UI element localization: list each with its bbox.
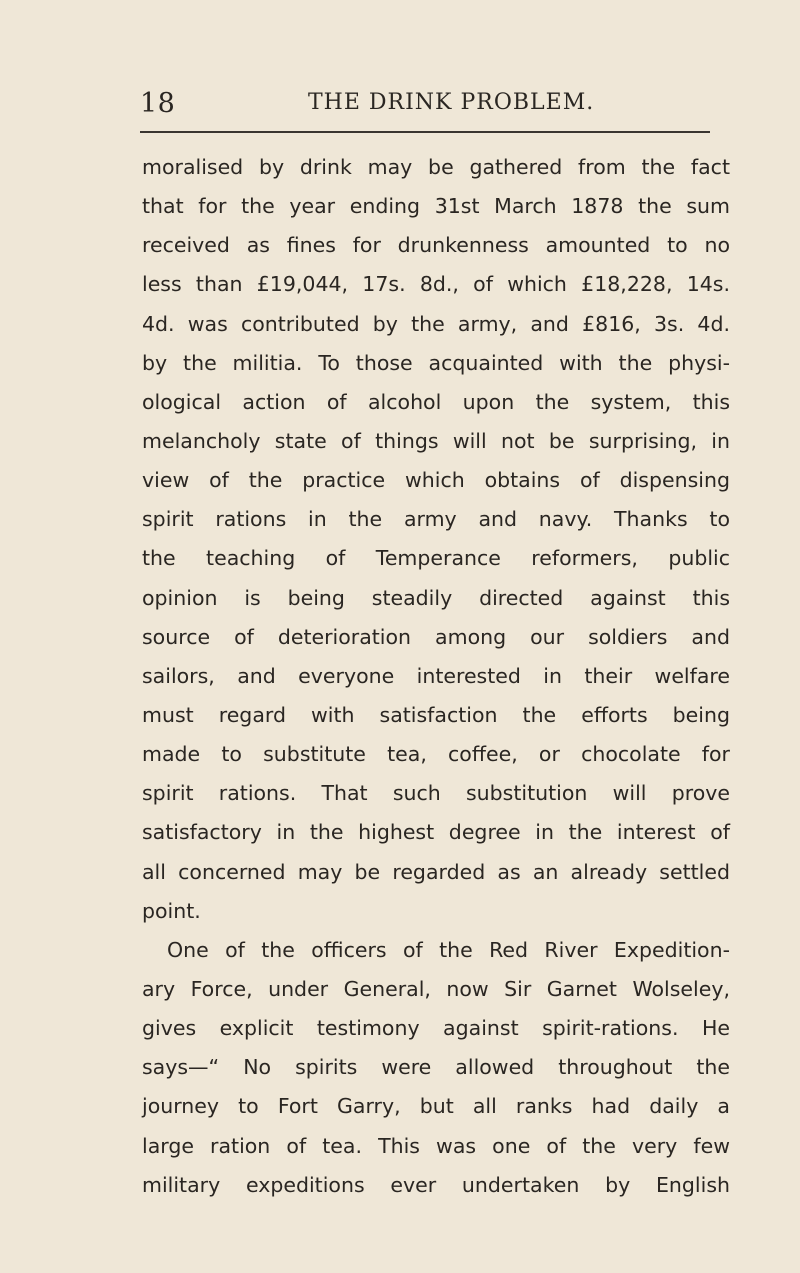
text-line: melancholy state of things will not be surprising, in	[142, 428, 730, 453]
text-line: received as fines for drunkenness amounted to no	[142, 233, 730, 258]
page-header	[140, 88, 710, 124]
text-line: view of the practice which obtains of dispensing	[142, 468, 730, 493]
running-title: THE DRINK PROBLEM.	[308, 90, 595, 115]
text-line: 4d. was contributed by the army, and £816, 3s. 4d.	[142, 311, 730, 336]
text-line: satisfactory in the highest degree in the interest of	[142, 820, 730, 845]
text-line: source of deterioration among our soldiers and	[142, 624, 730, 649]
header-rule	[140, 131, 710, 133]
text-line: ological action of alcohol upon the system, this	[142, 389, 730, 414]
text-line: all concerned may be regarded as an already settled	[142, 859, 730, 884]
text-line: ary Force, under General, now Sir Garnet Wolseley,	[142, 976, 730, 1001]
text-line: less than £19,044, 17s. 8d., of which £18,228, 14s.	[142, 272, 730, 297]
text-line: moralised by drink may be gathered from the fact	[142, 155, 730, 179]
text-line: that for the year ending 31st March 1878 the sum	[142, 194, 730, 219]
text-line: sailors, and everyone interested in their welfare	[142, 663, 730, 688]
text-line: says—“ No spirits were allowed throughout the	[142, 1055, 730, 1080]
text-line: point.	[142, 898, 201, 923]
text-line: military expeditions ever undertaken by English	[142, 1172, 730, 1197]
text-line: made to substitute tea, coffee, or chocolate for	[142, 742, 730, 767]
text-line: large ration of tea. This was one of the very few	[142, 1133, 730, 1158]
text-line: must regard with satisfaction the efforts being	[142, 702, 730, 727]
text-line: One of the officers of the Red River Expedition-	[167, 937, 730, 962]
page-number: 18	[140, 88, 176, 119]
body-text	[142, 148, 730, 1205]
text-line: opinion is being steadily directed against this	[142, 585, 730, 610]
text-line: gives explicit testimony against spirit-rations. He	[142, 1016, 730, 1041]
text-line: spirit rations in the army and navy. Thanks to	[142, 507, 730, 532]
text-line: journey to Fort Garry, but all ranks had daily a	[142, 1094, 730, 1119]
text-line: spirit rations. That such substitution will prove	[142, 781, 730, 806]
text-line: by the militia. To those acquainted with the physi-	[142, 350, 730, 375]
text-line: the teaching of Temperance reformers, public	[142, 546, 730, 571]
